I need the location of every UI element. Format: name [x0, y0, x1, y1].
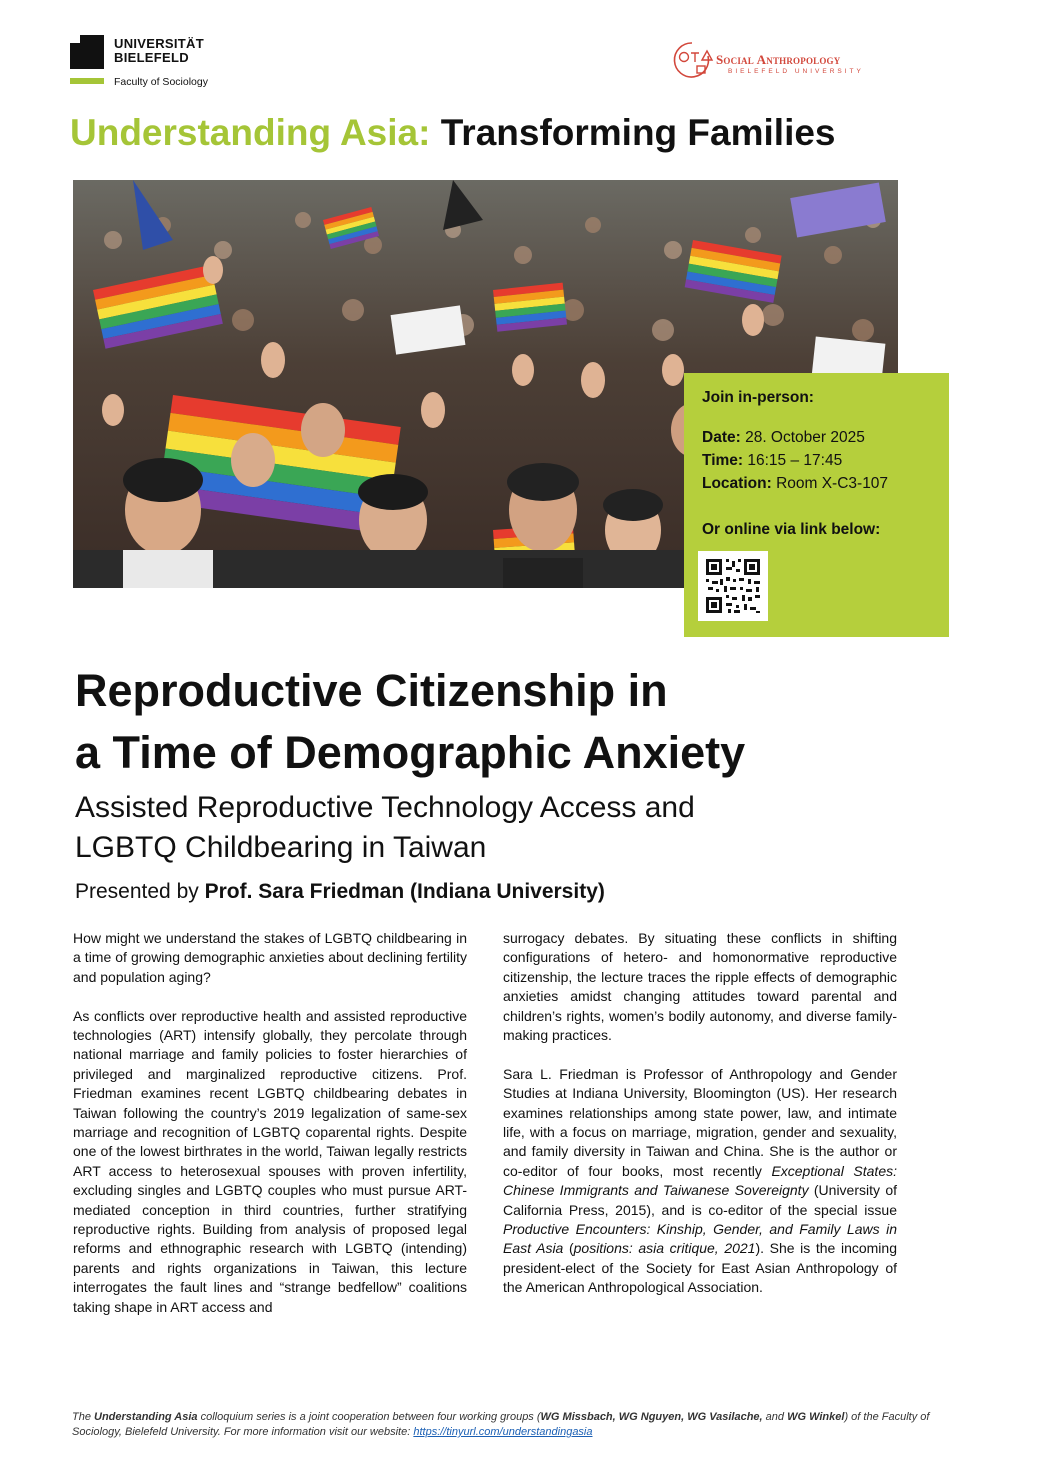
abstract-paragraph-2: As conflicts over reproductive health and assisted reproductive technologies (ART) intensify globally, they percolate through national marriage and family policies to foster hierarchies of privileged and marginalized reproductive citizens. Prof. Friedman examines recent LGBTQ childbearing debates in Taiwan following the country’s 2019 legalization of same-sex marriage and recognition of LGBTQ coparental rights. Despite one of the lowest birthrates in the world, Taiwan legally restricts ART access to heterosexual spouses with proven infertility, excluding singles and LGBTQ couples who must pursue ART-mediated conception in third countries, further stratifying reproductive rights. Building from analysis of proposed legal reforms and ethnographic research with LGBTQ (intending) parents and rights organizations in Taiwan, this lecture interrogates the fault lines and “strange bedfellow” coalitions taking shape in ART access and: [73, 1007, 467, 1315]
series-name: Transforming Families: [440, 112, 836, 153]
social-anthropology-title: Social Anthropology: [716, 52, 841, 67]
talk-title-line2: a Time of Demographic Anxiety: [75, 727, 746, 778]
event-location: [702, 475, 888, 493]
social-anthropology-subtitle: BIELEFELD UNIVERSITY: [728, 68, 864, 75]
bio-text-4: ). She is the incoming president-elect of the Society for East Asian Anthropology of the American Anthropological Association.: [503, 1240, 897, 1296]
university-logo-bar: [70, 78, 104, 84]
university-name-line2: BIELEFELD: [114, 50, 189, 65]
talk-title-line1: Reproductive Citizenship in: [75, 665, 668, 716]
bio-text-1: Sara L. Friedman is Professor of Anthropology and Gender Studies at Indiana University, Bloomington (US). Her research examines relationships among state power, law, and intimate life, with a focus on marriage, migration, gender and sexuality, and family diversity in Taiwan and China. She is the author or co-editor of four books, most recently: [503, 1065, 897, 1179]
date-label: Date:: [702, 429, 741, 446]
social-anthropology-mark-icon: [672, 40, 714, 82]
talk-subtitle-line2: LGBTQ Childbearing in Taiwan: [75, 831, 487, 864]
university-name: [114, 37, 204, 65]
presented-by-label: Presented by: [75, 880, 199, 903]
location-value: Room X-C3-107: [776, 475, 889, 492]
abstract-column-left: [73, 929, 467, 1337]
qr-code-icon: [698, 551, 768, 621]
website-link[interactable]: https://tinyurl.com/understandingasia: [413, 1426, 593, 1438]
bio-text-3: (: [563, 1240, 574, 1257]
date-value: 28. October 2025: [745, 429, 865, 446]
presenter-name: Prof. Sara Friedman (Indiana University): [204, 880, 605, 903]
university-name-line1: UNIVERSITÄT: [114, 36, 204, 51]
event-date: [702, 429, 865, 447]
footer-text-3: and: [762, 1411, 788, 1423]
abstract-paragraph-2-continued: surrogacy debates. By situating these conflicts in shifting configurations of hetero- and homonormative reproductive citizenship, the lecture traces the ripple effects of demographic anxieties amidst changing attitudes toward parental and children’s rights, women’s bodily autonomy, and diverse family-making practices.: [503, 930, 897, 1044]
talk-title: [75, 660, 745, 784]
event-time: [702, 452, 842, 470]
speaker-bio: [503, 1065, 897, 1298]
time-label: Time:: [702, 452, 744, 469]
presenter-line: [75, 880, 605, 904]
footer-text-2: colloquium series is a joint cooperation between four working groups (: [197, 1411, 541, 1423]
talk-subtitle-line1: Assisted Reproductive Technology Access and: [75, 791, 695, 824]
faculty-name: Faculty of Sociology: [114, 76, 208, 88]
series-title: [70, 112, 836, 154]
talk-subtitle: [75, 788, 695, 868]
qr-code[interactable]: [698, 551, 768, 621]
location-label: Location:: [702, 475, 772, 492]
footer-working-group-winkel: WG Winkel: [787, 1411, 845, 1423]
bio-text-2: (University of California Press, 2015), and is co-editor of the special issue: [503, 1182, 897, 1218]
university-logo-mark: [70, 35, 104, 69]
online-heading: Or online via link below:: [702, 521, 881, 538]
bio-journal: positions: asia critique, 2021: [573, 1240, 756, 1257]
join-in-person-heading: Join in-person:: [702, 389, 814, 406]
footer-text-4: ) of the Faculty of Sociology, Bielefeld University. For more information visit our website:: [72, 1411, 930, 1438]
footer-note: [72, 1410, 972, 1440]
footer-text-1: The: [72, 1411, 95, 1423]
series-prefix: Understanding Asia:: [70, 112, 431, 153]
abstract-column-right: [503, 929, 897, 1317]
event-info-box: [684, 373, 949, 637]
footer-series-name: Understanding Asia: [94, 1411, 198, 1423]
bio-book-1: Exceptional States: Chinese Immigrants and Taiwanese Sovereignty: [503, 1162, 897, 1199]
footer-working-groups: WG Missbach, WG Nguyen, WG Vasilache,: [540, 1411, 763, 1423]
social-anthropology-logo: [672, 40, 892, 82]
abstract-paragraph-1: How might we understand the stakes of LGBTQ childbearing in a time of growing demographic anxieties about declining fertility and population aging?: [73, 930, 467, 985]
time-value: 16:15 – 17:45: [747, 452, 843, 469]
bio-book-2: Productive Encounters: Kinship, Gender, and Family Laws in East Asia: [503, 1221, 897, 1257]
